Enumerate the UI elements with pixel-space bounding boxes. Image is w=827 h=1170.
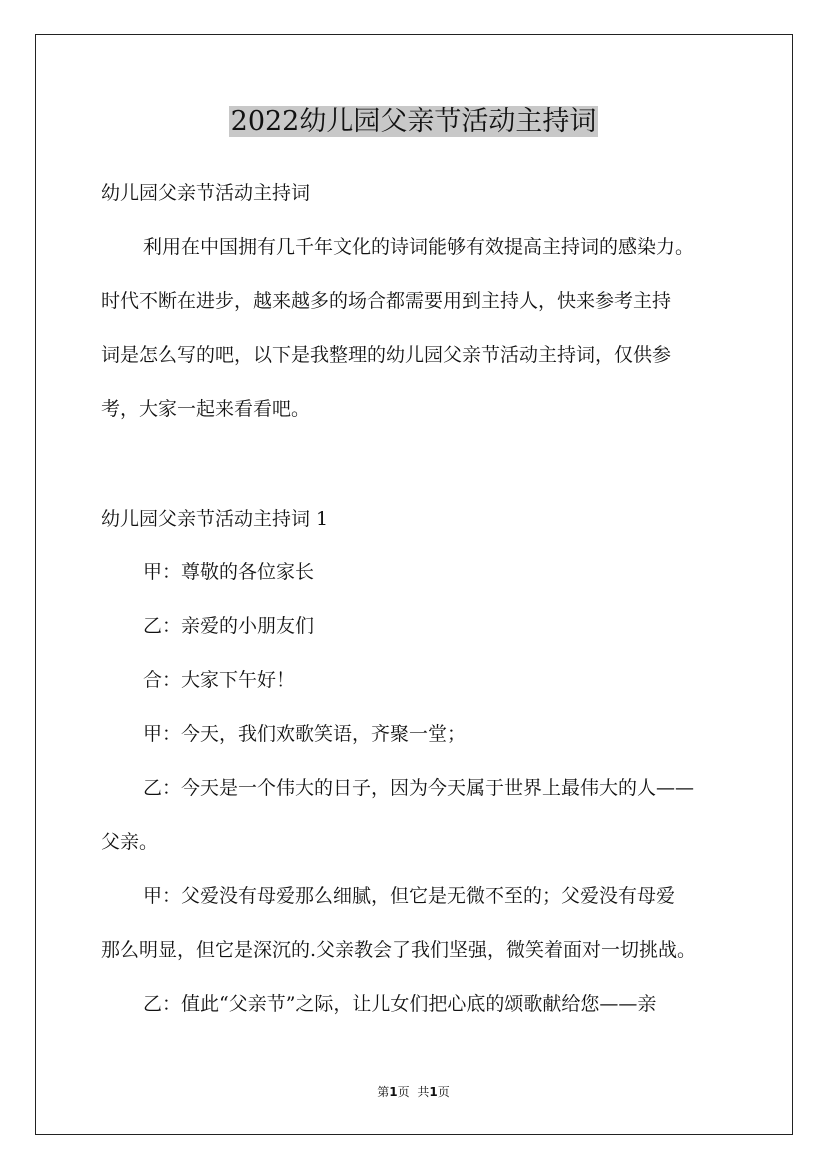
document-subtitle: 幼儿园父亲节活动主持词 <box>101 182 311 204</box>
footer-total-prefix: 共 <box>417 1085 430 1099</box>
intro-line: 词是怎么写的吧，以下是我整理的幼儿园父亲节活动主持词，仅供参 <box>101 344 672 366</box>
dialogue-line: 乙：值此“父亲节”之际，让儿女们把心底的颂歌献给您——亲 <box>143 993 657 1015</box>
footer-page-suffix: 页 <box>397 1085 410 1099</box>
intro-line: 时代不断在进步，越来越多的场合都需要用到主持人，快来参考主持 <box>101 290 672 312</box>
dialogue-line: 乙：亲爱的小朋友们 <box>143 615 315 637</box>
footer-total-number: 1 <box>429 1085 438 1099</box>
dialogue-line: 甲：尊敬的各位家长 <box>143 561 315 583</box>
document-title <box>0 100 827 144</box>
footer-total-suffix: 页 <box>437 1085 450 1099</box>
section-heading: 幼儿园父亲节活动主持词 1 <box>101 508 329 530</box>
dialogue-line: 甲：父爱没有母爱那么细腻，但它是无微不至的；父爱没有母爱 <box>143 885 676 907</box>
intro-line: 考，大家一起来看看吧。 <box>101 398 311 420</box>
dialogue-line: 乙：今天是一个伟大的日子，因为今天属于世界上最伟大的人—— <box>143 777 695 799</box>
dialogue-line: 那么明显，但它是深沉的.父亲教会了我们坚强，微笑着面对一切挑战。 <box>101 939 697 961</box>
dialogue-line: 父亲。 <box>101 831 159 853</box>
intro-line: 利用在中国拥有几千年文化的诗词能够有效提高主持词的感染力。 <box>143 236 695 258</box>
dialogue-line: 甲：今天，我们欢歌笑语，齐聚一堂； <box>143 723 467 745</box>
dialogue-line: 合：大家下午好！ <box>143 669 296 691</box>
footer-page-prefix: 第 <box>377 1085 390 1099</box>
document-title-text: 2022幼儿园父亲节活动主持词 <box>230 106 597 137</box>
page-footer <box>0 1083 827 1101</box>
footer-page-number: 1 <box>389 1085 398 1099</box>
